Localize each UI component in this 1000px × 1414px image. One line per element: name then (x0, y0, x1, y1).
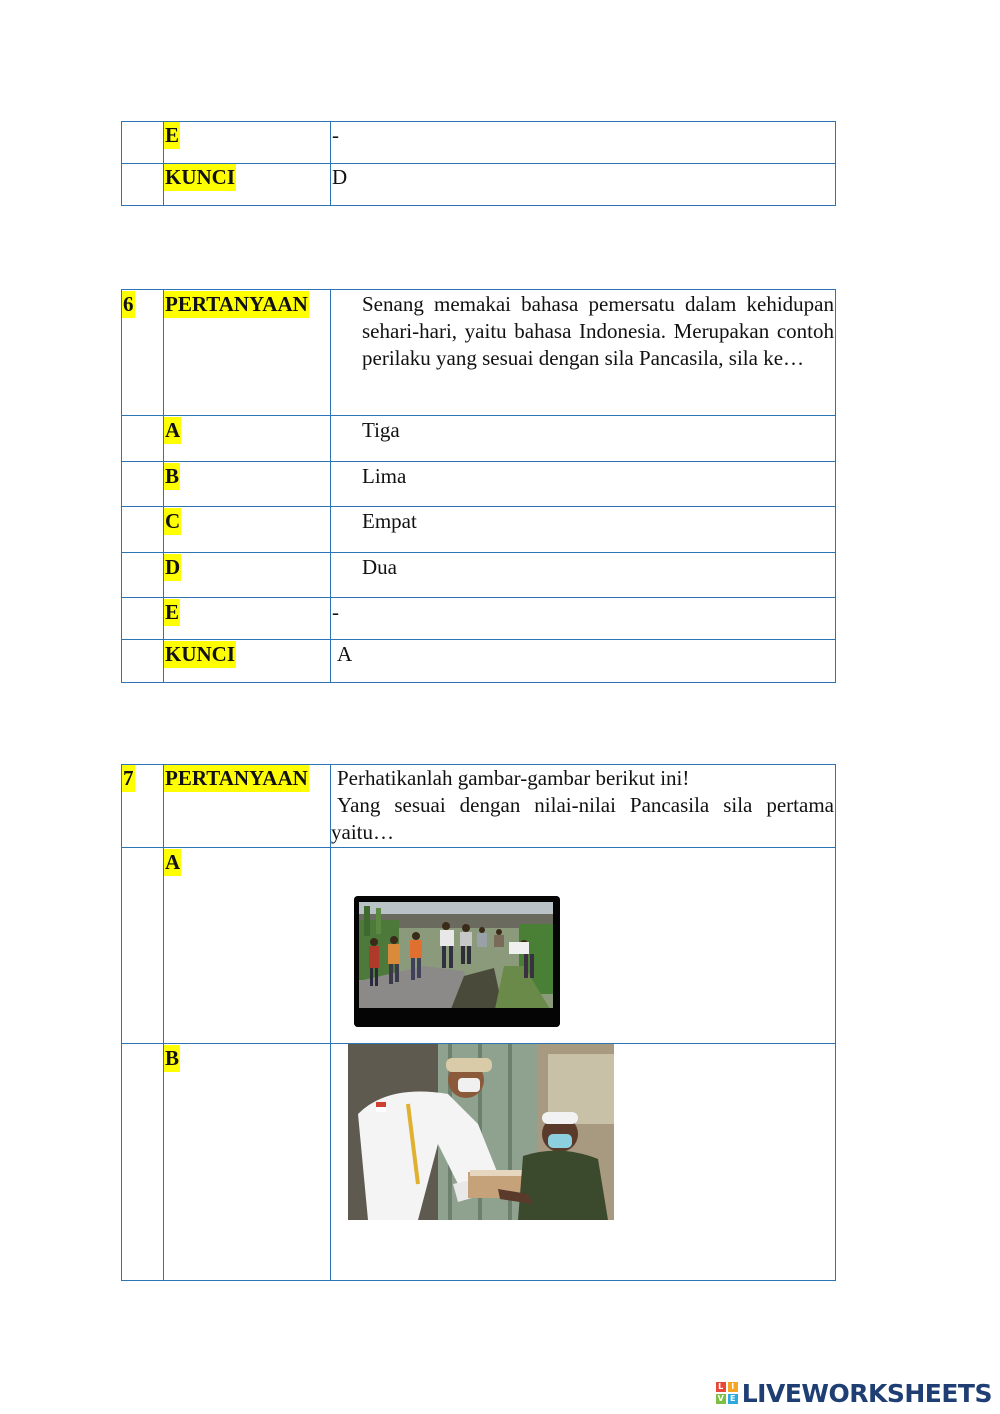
question-text-line-2: Yang sesuai dengan nilai-nilai Pancasila sila pertama yaitu… (331, 793, 834, 844)
question-row (122, 765, 836, 848)
option-value: Lima (362, 464, 407, 488)
question-label: PERTANYAAN (165, 766, 308, 790)
option-value: - (332, 123, 339, 147)
answer-key-value: A (337, 642, 353, 666)
answer-key-row (122, 164, 836, 206)
answer-key-value: D (332, 165, 348, 189)
option-row-e (122, 598, 836, 640)
question-text: Senang memakai bahasa pemersatu dalam kehidupan sehari-hari, yaitu bahasa Indonesia. Merupakan contoh perilaku yang sesuai dengan sila Pancasila, sila ke… (362, 292, 834, 370)
option-row-d (122, 553, 836, 598)
option-row-e (122, 122, 836, 164)
option-value: - (332, 600, 339, 624)
option-label: E (165, 123, 180, 147)
option-value: Tiga (362, 418, 400, 442)
question-5-tail-table (121, 121, 836, 206)
liveworksheets-logo-icon: L I V E (716, 1382, 738, 1404)
option-label: B (165, 1046, 180, 1070)
option-value: Dua (362, 555, 397, 579)
watermark-text: LIVEWORKSHEETS (741, 1378, 992, 1408)
option-label: D (165, 555, 181, 579)
question-row (122, 290, 836, 416)
answer-key-row (122, 640, 836, 683)
option-label: C (165, 509, 181, 533)
option-label: B (165, 464, 180, 488)
community-cleaning-photo-icon (354, 896, 560, 1027)
option-b-image[interactable] (348, 1044, 614, 1220)
question-number: 6 (123, 292, 134, 316)
question-6-table (121, 289, 836, 683)
question-label: PERTANYAAN (165, 292, 308, 316)
option-label: A (165, 850, 181, 874)
volunteer-handing-food-photo-icon (348, 1044, 614, 1220)
option-row-c (122, 507, 836, 553)
option-label: E (165, 600, 180, 624)
option-value: Empat (362, 509, 417, 533)
question-number: 7 (123, 766, 134, 790)
question-text-line-1: Perhatikanlah gambar-gambar berikut ini! (337, 766, 690, 790)
option-label: A (165, 418, 181, 442)
option-row-b (122, 462, 836, 507)
option-a-image[interactable] (354, 896, 560, 1027)
liveworksheets-watermark (716, 1379, 992, 1407)
answer-key-label: KUNCI (165, 165, 236, 189)
answer-key-label: KUNCI (165, 642, 236, 666)
option-row-a (122, 416, 836, 462)
